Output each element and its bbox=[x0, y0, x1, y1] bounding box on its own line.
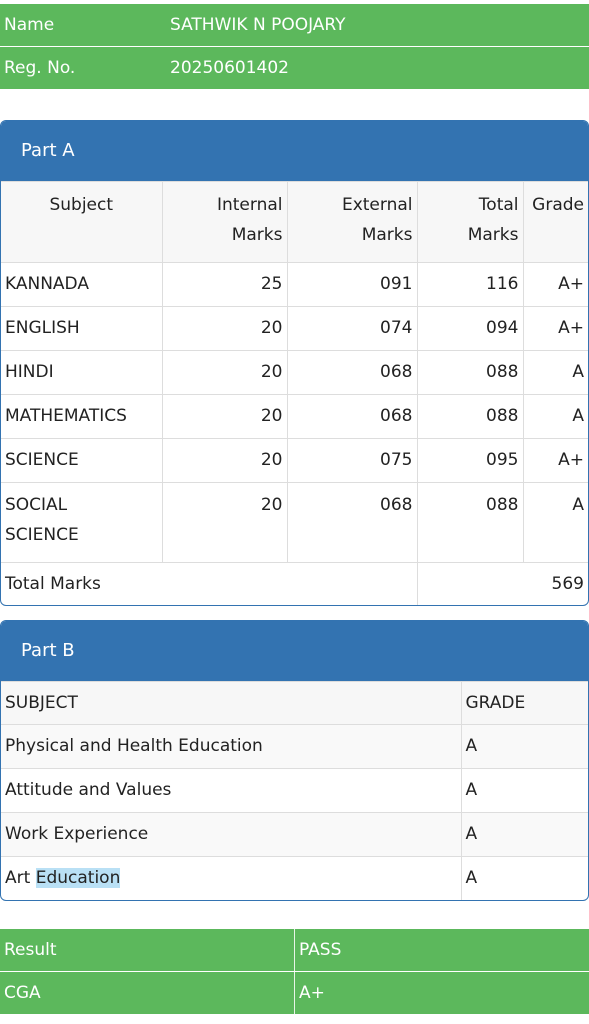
total-cell: 095 bbox=[417, 439, 523, 483]
reg-row bbox=[0, 47, 589, 90]
result-table bbox=[0, 929, 589, 1015]
student-info-table bbox=[0, 4, 589, 90]
subject-cell: KANNADA bbox=[1, 263, 162, 307]
part-a-header-row bbox=[1, 182, 588, 263]
result-value: PASS bbox=[295, 929, 589, 972]
grade-cell: A bbox=[461, 769, 588, 813]
internal-cell: 25 bbox=[162, 263, 287, 307]
name-label: Name bbox=[0, 4, 166, 47]
header-grade: GRADE bbox=[461, 682, 588, 725]
header-internal-marks: Internal Marks bbox=[162, 182, 287, 263]
table-row bbox=[1, 813, 588, 857]
table-row bbox=[1, 483, 588, 563]
subject-cell: HINDI bbox=[1, 351, 162, 395]
internal-cell: 20 bbox=[162, 395, 287, 439]
subject-cell: SCIENCE bbox=[1, 439, 162, 483]
table-row bbox=[1, 263, 588, 307]
table-row bbox=[1, 769, 588, 813]
table-row bbox=[1, 307, 588, 351]
table-row bbox=[1, 395, 588, 439]
grade-cell: A+ bbox=[523, 263, 588, 307]
subject-cell: SOCIAL SCIENCE bbox=[1, 483, 162, 563]
cga-value: A+ bbox=[295, 972, 589, 1015]
part-b-table bbox=[1, 681, 588, 900]
table-row bbox=[1, 857, 588, 901]
table-row bbox=[1, 351, 588, 395]
reg-label: Reg. No. bbox=[0, 47, 166, 90]
internal-cell: 20 bbox=[162, 307, 287, 351]
grade-cell: A+ bbox=[523, 439, 588, 483]
external-cell: 074 bbox=[287, 307, 417, 351]
subject-cell: MATHEMATICS bbox=[1, 395, 162, 439]
total-marks-row bbox=[1, 563, 588, 606]
external-cell: 068 bbox=[287, 395, 417, 439]
part-b-title: Part B bbox=[1, 621, 588, 681]
subject-cell: Attitude and Values bbox=[1, 769, 461, 813]
part-a-panel bbox=[0, 120, 589, 606]
grade-cell: A bbox=[461, 857, 588, 901]
grade-cell: A bbox=[523, 483, 588, 563]
total-cell: 088 bbox=[417, 351, 523, 395]
cga-label: CGA bbox=[0, 972, 295, 1015]
subject-cell: Work Experience bbox=[1, 813, 461, 857]
total-cell: 088 bbox=[417, 483, 523, 563]
result-row bbox=[0, 929, 589, 972]
cga-row bbox=[0, 972, 589, 1015]
part-a-title: Part A bbox=[1, 121, 588, 181]
internal-cell: 20 bbox=[162, 483, 287, 563]
total-marks-value: 569 bbox=[417, 563, 588, 606]
total-cell: 088 bbox=[417, 395, 523, 439]
grade-cell: A bbox=[461, 725, 588, 769]
grade-cell: A bbox=[461, 813, 588, 857]
external-cell: 068 bbox=[287, 351, 417, 395]
result-label: Result bbox=[0, 929, 295, 972]
part-a-table bbox=[1, 181, 588, 605]
external-cell: 075 bbox=[287, 439, 417, 483]
header-external-marks: External Marks bbox=[287, 182, 417, 263]
selected-text[interactable]: Education bbox=[35, 868, 121, 888]
part-b-header-row bbox=[1, 682, 588, 725]
internal-cell: 20 bbox=[162, 351, 287, 395]
header-subject: Subject bbox=[1, 182, 162, 263]
header-subject: SUBJECT bbox=[1, 682, 461, 725]
internal-cell: 20 bbox=[162, 439, 287, 483]
grade-cell: A+ bbox=[523, 307, 588, 351]
external-cell: 068 bbox=[287, 483, 417, 563]
total-cell: 116 bbox=[417, 263, 523, 307]
external-cell: 091 bbox=[287, 263, 417, 307]
name-value: SATHWIK N POOJARY bbox=[166, 4, 589, 47]
total-marks-label: Total Marks bbox=[1, 563, 417, 606]
table-row bbox=[1, 439, 588, 483]
grade-cell: A bbox=[523, 351, 588, 395]
grade-cell: A bbox=[523, 395, 588, 439]
subject-cell: Physical and Health Education bbox=[1, 725, 461, 769]
part-b-panel bbox=[0, 620, 589, 901]
header-total-marks: Total Marks bbox=[417, 182, 523, 263]
total-cell: 094 bbox=[417, 307, 523, 351]
name-row bbox=[0, 4, 589, 47]
table-row bbox=[1, 725, 588, 769]
subject-cell: ENGLISH bbox=[1, 307, 162, 351]
subject-cell: Art Education bbox=[1, 857, 461, 901]
header-grade: Grade bbox=[523, 182, 588, 263]
reg-value: 20250601402 bbox=[166, 47, 589, 90]
